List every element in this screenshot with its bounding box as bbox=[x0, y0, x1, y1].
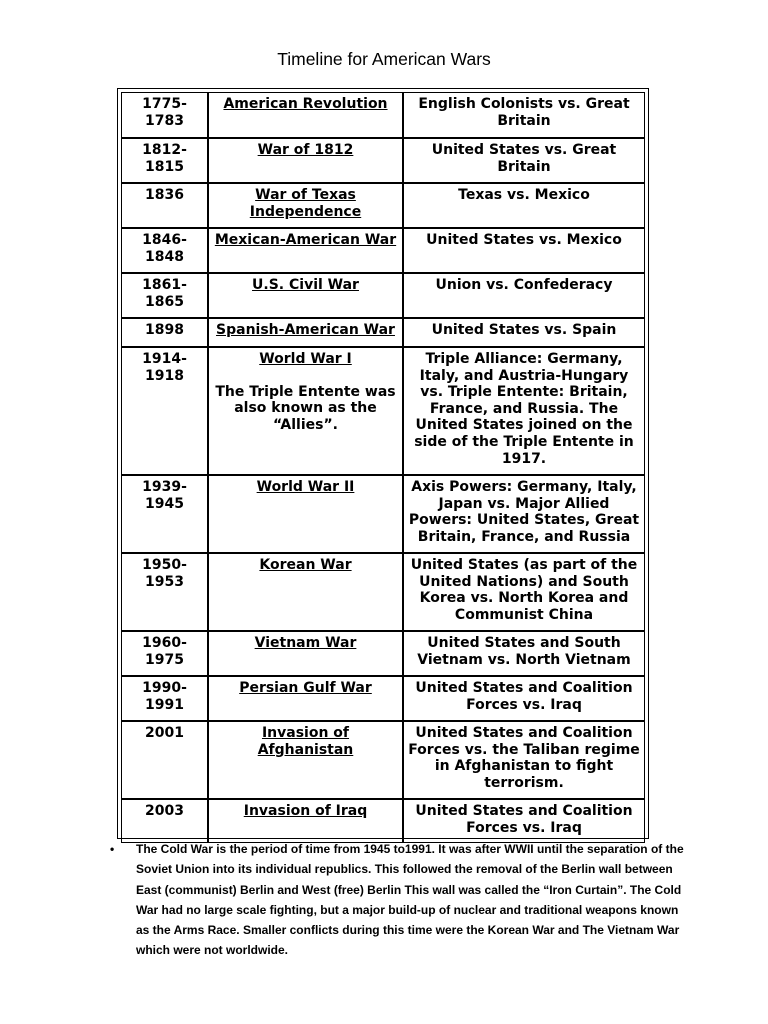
war-name: Korean War bbox=[259, 557, 352, 573]
table-row bbox=[121, 675, 645, 720]
notes-list bbox=[110, 839, 690, 961]
war-combatants: United States vs. Mexico bbox=[402, 227, 645, 272]
war-name-cell bbox=[207, 798, 402, 843]
table-row bbox=[121, 346, 645, 474]
war-years: 2001 bbox=[121, 720, 207, 798]
war-name: Spanish-American War bbox=[216, 322, 395, 338]
timeline-body bbox=[121, 92, 645, 843]
table-row bbox=[121, 798, 645, 843]
timeline-table-frame bbox=[117, 88, 649, 839]
war-combatants: Axis Powers: Germany, Italy, Japan vs. Major Allied Powers: United States, Great Britain, France, and Russia bbox=[402, 474, 645, 552]
war-name-cell bbox=[207, 552, 402, 630]
war-name: War of Texas Independence bbox=[249, 187, 362, 220]
war-name-cell bbox=[207, 346, 402, 474]
page-title: Timeline for American Wars bbox=[277, 49, 491, 69]
war-name-cell bbox=[207, 630, 402, 675]
table-row bbox=[121, 137, 645, 182]
war-combatants: United States and South Vietnam vs. North Vietnam bbox=[402, 630, 645, 675]
timeline-table bbox=[121, 92, 645, 843]
table-row bbox=[121, 474, 645, 552]
war-combatants: Triple Alliance: Germany, Italy, and Austria-Hungary vs. Triple Entente: Britain, France, and Russia. The United States joined on the side of the Triple Entente in 1917. bbox=[402, 346, 645, 474]
table-row bbox=[121, 92, 645, 137]
war-name-cell bbox=[207, 474, 402, 552]
cold-war-note-text: The Cold War is the period of time from 1945 to1991. It was after WWII until the separation of the Soviet Union into its individual republics. This followed the removal of the Berlin wall between East (communist) Berlin and West (free) Berlin This wall was called the “Iron Curtain”. The Cold War had no large scale fighting, but a major build-up of nuclear and traditional weapons known as the Arms Race. Smaller conflicts during this time were the Korean War and The Vietnam War which were not worldwide. bbox=[136, 842, 684, 958]
table-row bbox=[121, 552, 645, 630]
war-combatants: United States and Coalition Forces vs. the Taliban regime in Afghanistan to fight terrorism. bbox=[402, 720, 645, 798]
war-combatants: United States vs. Spain bbox=[402, 317, 645, 346]
war-name: World War I bbox=[259, 351, 352, 367]
war-name: U.S. Civil War bbox=[252, 277, 359, 293]
war-years: 1990- 1991 bbox=[121, 675, 207, 720]
table-row bbox=[121, 720, 645, 798]
war-years: 1939- 1945 bbox=[121, 474, 207, 552]
war-name: Mexican-American War bbox=[214, 232, 397, 248]
war-note: The Triple Entente was also known as the “Allies”. bbox=[215, 383, 396, 433]
war-name: Vietnam War bbox=[254, 635, 357, 651]
war-years: 1836 bbox=[121, 182, 207, 227]
war-combatants: English Colonists vs. Great Britain bbox=[402, 92, 645, 137]
war-name: Invasion of Afghanistan bbox=[257, 725, 354, 758]
war-name: Invasion of Iraq bbox=[243, 803, 368, 819]
war-name-cell bbox=[207, 92, 402, 137]
war-combatants: Union vs. Confederacy bbox=[402, 272, 645, 317]
war-years: 1775- 1783 bbox=[121, 92, 207, 137]
table-row bbox=[121, 182, 645, 227]
war-name-cell bbox=[207, 137, 402, 182]
war-combatants: United States and Coalition Forces vs. Iraq bbox=[402, 798, 645, 843]
bullet-icon: • bbox=[110, 842, 115, 856]
war-years: 1846- 1848 bbox=[121, 227, 207, 272]
table-row bbox=[121, 227, 645, 272]
war-years: 1960- 1975 bbox=[121, 630, 207, 675]
war-combatants: United States vs. Great Britain bbox=[402, 137, 645, 182]
war-years: 1950- 1953 bbox=[121, 552, 207, 630]
war-name: American Revolution bbox=[223, 96, 388, 112]
war-combatants: United States and Coalition Forces vs. Iraq bbox=[402, 675, 645, 720]
war-name: World War II bbox=[256, 479, 355, 495]
war-name-cell bbox=[207, 720, 402, 798]
war-years: 1812- 1815 bbox=[121, 137, 207, 182]
war-name: War of 1812 bbox=[257, 142, 354, 158]
table-row bbox=[121, 272, 645, 317]
war-name-cell bbox=[207, 182, 402, 227]
war-name-cell bbox=[207, 675, 402, 720]
war-years: 1898 bbox=[121, 317, 207, 346]
war-name-cell bbox=[207, 227, 402, 272]
war-name-cell bbox=[207, 317, 402, 346]
war-combatants: Texas vs. Mexico bbox=[402, 182, 645, 227]
table-row bbox=[121, 317, 645, 346]
war-name: Persian Gulf War bbox=[239, 680, 372, 696]
cold-war-note bbox=[110, 839, 690, 961]
table-row bbox=[121, 630, 645, 675]
war-years: 1914- 1918 bbox=[121, 346, 207, 474]
war-combatants: United States (as part of the United Nations) and South Korea vs. North Korea and Communist China bbox=[402, 552, 645, 630]
war-years: 2003 bbox=[121, 798, 207, 843]
war-name-cell bbox=[207, 272, 402, 317]
war-years: 1861- 1865 bbox=[121, 272, 207, 317]
